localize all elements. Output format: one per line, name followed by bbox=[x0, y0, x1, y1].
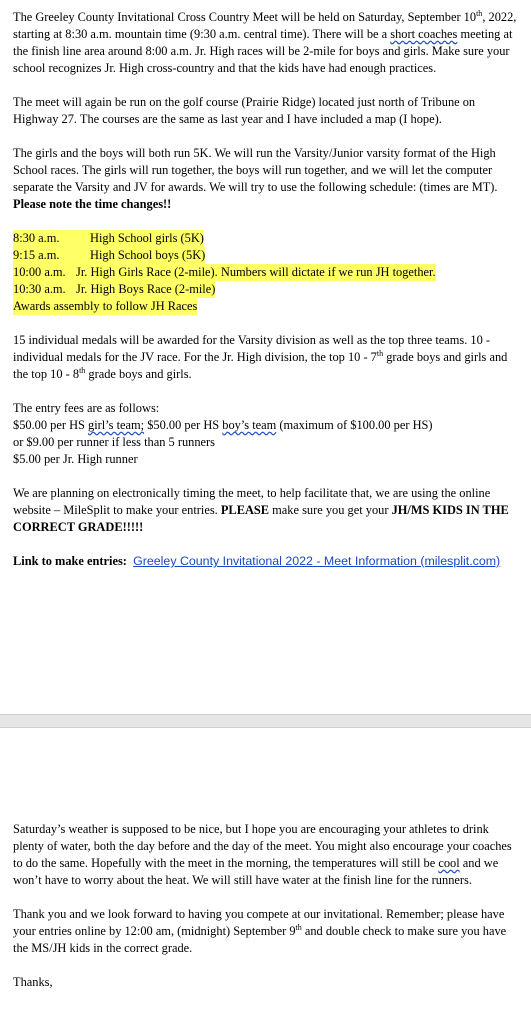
schedule-event: Jr. High Girls Race (2-mile). Numbers will dictate if we run JH together. bbox=[76, 265, 436, 279]
schedule-time: 8:30 a.m. bbox=[13, 231, 60, 245]
spellcheck-flag: boy’s team bbox=[222, 418, 277, 432]
page-break-gap bbox=[0, 714, 531, 728]
superscript: th bbox=[476, 8, 483, 18]
spellcheck-flag: cool bbox=[438, 856, 460, 870]
paragraph-milesplit: We are planning on electronically timing the meet, to help facilitate that, we are using the online website – MileSplit to make your entries. PLEASE make sure you get your JH/MS KIDS IN THE CORRECT GRADE!!!!! bbox=[13, 486, 509, 534]
schedule-row bbox=[13, 281, 518, 298]
schedule-footer: Awards assembly to follow JH Races bbox=[13, 299, 198, 313]
document-page-2 bbox=[0, 728, 531, 1024]
paragraph-awards bbox=[13, 332, 518, 383]
time-change-note: Please note the time changes!! bbox=[13, 197, 172, 211]
paragraph-entry-fees bbox=[13, 400, 518, 468]
fees-line-runner: or $9.00 per runner if less than 5 runners bbox=[13, 435, 215, 449]
link-label: Link to make entries: bbox=[13, 554, 127, 568]
schedule-event: Jr. High Boys Race (2-mile) bbox=[76, 282, 216, 296]
text: The Greeley County Invitational Cross Country Meet will be held on Saturday, September 10 bbox=[13, 10, 477, 24]
page-1-content bbox=[13, 9, 518, 570]
text: meeting at the finish line area around 8:00 a.m. Jr. High races will be 2-mile for boys and girls. Make sure your school recognizes Jr. High cross-country and that the kids have had enough practices. bbox=[13, 27, 513, 75]
schedule-event: High School girls (5K) bbox=[90, 231, 204, 245]
schedule-row bbox=[13, 230, 518, 247]
superscript: th bbox=[295, 922, 302, 932]
paragraph-meet-intro bbox=[13, 9, 518, 77]
paragraph-weather: Saturday’s weather is supposed to be nice, but I hope you are encouraging your athletes to drink plenty of water, both the day before and the day of the meet. You might also encourage your coaches to do the same. Hopefully with the meet in the morning, the temperatures will still be cool and we won’t have to worry about the heat. We will still have water at the finish line for the runners. bbox=[13, 822, 512, 887]
schedule-time: 10:00 a.m. bbox=[13, 265, 66, 279]
schedule-row bbox=[13, 264, 518, 281]
schedule-row bbox=[13, 247, 518, 264]
fees-line-team: $50.00 per HS girl’s team; $50.00 per HS boy’s team (maximum of $100.00 per HS) bbox=[13, 418, 433, 432]
spellcheck-flag: short coaches bbox=[390, 27, 458, 41]
schedule-table bbox=[13, 230, 518, 315]
milesplit-entries-link[interactable]: Greeley County Invitational 2022 - Meet Information (milesplit.com) bbox=[133, 554, 501, 568]
paragraph-location: The meet will again be run on the golf course (Prairie Ridge) located just north of Tribune on Highway 27. The courses are the same as last year and I have included a map (I hope). bbox=[13, 95, 476, 126]
paragraph-format bbox=[13, 145, 518, 213]
text: , 2022, starting at 8:30 a.m. mountain time (9:30 a.m. central time). There will be a bbox=[13, 10, 517, 41]
superscript: th bbox=[79, 365, 86, 375]
spellcheck-flag: girl’s team; bbox=[88, 418, 145, 432]
text: 15 individual medals will be awarded for the Varsity division as well as the top three teams. 10 - individual medals for the JV race. For the Jr. High division, the top 10 - 7 bbox=[13, 333, 491, 364]
text: grade boys and girls and the top 10 - 8 bbox=[13, 350, 508, 381]
page-2-content bbox=[13, 821, 518, 991]
fees-intro: The entry fees are as follows: bbox=[13, 401, 160, 415]
closing-line: Thanks, bbox=[13, 975, 53, 989]
text: grade boys and girls. bbox=[85, 367, 192, 381]
text: The girls and the boys will both run 5K. We will run the Varsity/Junior varsity format of the High School races. The girls will run together, the boys will run together, and we will let the computer separate the Varsity and JV for awards. We will try to use the following schedule: (times are MT). bbox=[13, 146, 498, 194]
schedule-event: High School boys (5K) bbox=[90, 248, 206, 262]
superscript: th bbox=[376, 348, 384, 358]
entries-link-line bbox=[13, 553, 518, 570]
fees-line-jh: $5.00 per Jr. High runner bbox=[13, 452, 138, 466]
schedule-time: 9:15 a.m. bbox=[13, 248, 60, 262]
schedule-time: 10:30 a.m. bbox=[13, 282, 66, 296]
grade-warning: JH/MS KIDS IN THE CORRECT GRADE!!!!! bbox=[13, 503, 509, 534]
paragraph-thank-you: Thank you and we look forward to having you compete at our invitational. Remember; please have your entries online by 12:00 am, (midnight) September 9th and double check to make sure you have the MS/JH kids in the correct grade. bbox=[13, 907, 507, 955]
